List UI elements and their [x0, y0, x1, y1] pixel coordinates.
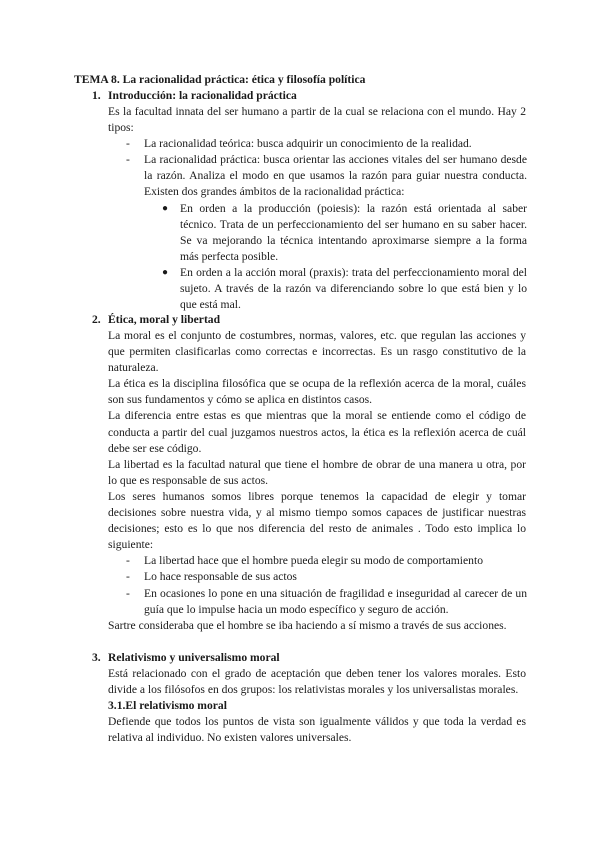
- section-etica-moral-libertad: [0, 312, 600, 634]
- dash-marker: -: [126, 137, 130, 151]
- section-number: 2.: [92, 313, 101, 326]
- section-heading: [0, 312, 600, 328]
- dash-marker: -: [126, 153, 130, 167]
- dash-list: [0, 136, 600, 200]
- section-title: Relativismo y universalismo moral: [108, 651, 280, 664]
- paragraph: Defiende que todos los puntos de vista son igualmente válidos y que toda la verdad es relativa al individuo. No existen valores universales.: [108, 715, 526, 745]
- paragraph: Sartre consideraba que el hombre se iba haciendo a sí mismo a través de sus acciones.: [108, 618, 507, 632]
- list-item: - La racionalidad práctica: busca orientar las acciones vitales del ser humano desde la razón. Analiza el modo en que usamos la razón para guiar nuestra conducta. Existen dos grandes ámbitos de la racionalidad práctica:: [126, 153, 527, 199]
- section-relativismo-universalismo: [0, 650, 600, 746]
- paragraph: La libertad es la facultad natural que tiene el hombre de obrar de una manera u otra, por lo que es responsable de sus actos.: [108, 457, 526, 487]
- section-heading: [0, 650, 600, 666]
- dash-list: [0, 553, 600, 617]
- list-item: - Lo hace responsable de sus actos: [144, 569, 527, 585]
- dash-marker: -: [126, 586, 130, 600]
- dash-marker: -: [126, 570, 130, 584]
- paragraph: Está relacionado con el grado de aceptación que deben tener los valores morales. Esto divide a los filósofos en dos grupos: los relativistas morales y los universalistas morales.: [108, 667, 526, 697]
- list-item: ● En orden a la producción (poiesis): la razón está orientada al saber técnico. Trata de un perfeccionamiento del ser humano en su saber hacer. Se va mejorando la técnica intentando aproximarse siempre a la forma más perfecta posible.: [162, 201, 527, 263]
- paragraph: Los seres humanos somos libres porque tenemos la capacidad de elegir y tomar decisiones sobre nuestra vida, y al mismo tiempo somos capaces de justificar nuestras decisiones; esto es lo que nos diferencia del resto de animales . Todo esto implica lo siguiente:: [108, 489, 526, 552]
- bullet-marker: ●: [162, 266, 169, 278]
- section-introduccion: [0, 88, 600, 313]
- section-heading: [0, 88, 600, 104]
- paragraph: La ética es la disciplina filosófica que se ocupa de la reflexión acerca de la moral, cuáles son sus fundamentos y cómo se aplica en distintos casos.: [108, 377, 526, 407]
- bullet-marker: ●: [162, 202, 169, 214]
- document-title: TEMA 8. La racionalidad práctica: ética y filosofía política: [74, 73, 366, 86]
- section-number: 1.: [92, 89, 101, 102]
- list-item: - En ocasiones lo pone en una situación de fragilidad e inseguridad al carecer de un guía que lo impulse hacia un modo específico y seguro de acción.: [126, 586, 527, 616]
- paragraph: La diferencia entre estas es que mientras que la moral se entiende como el código de conducta a partir del cual juzgamos nuestros actos, la ética es la reflexión acerca de cuál debe ser ese código.: [108, 409, 526, 455]
- list-item: - La libertad hace que el hombre pueda elegir su modo de comportamiento: [144, 553, 527, 569]
- paragraph: Es la facultad innata del ser humano a partir de la cual se relaciona con el mundo. Hay 2 tipos:: [108, 105, 526, 135]
- paragraph: La moral es el conjunto de costumbres, normas, valores, etc. que regulan las acciones y que permiten clasificarlas como correctas e incorrectas. Es un rasgo constitutivo de la naturaleza.: [108, 329, 526, 375]
- section-title: Ética, moral y libertad: [108, 313, 221, 326]
- dash-marker: -: [126, 554, 130, 568]
- section-title: Introducción: la racionalidad práctica: [108, 89, 297, 102]
- subsection-title: 3.1.El relativismo moral: [108, 699, 227, 713]
- section-number: 3.: [92, 651, 101, 664]
- bullet-list: [0, 201, 600, 314]
- list-item: ● En orden a la acción moral (praxis): trata del perfeccionamiento moral del sujeto. A través de la razón va diferenciando sobre lo que está bien y lo que está mal.: [162, 265, 527, 312]
- list-item: - La racionalidad teórica: busca adquirir un conocimiento de la realidad.: [144, 136, 527, 152]
